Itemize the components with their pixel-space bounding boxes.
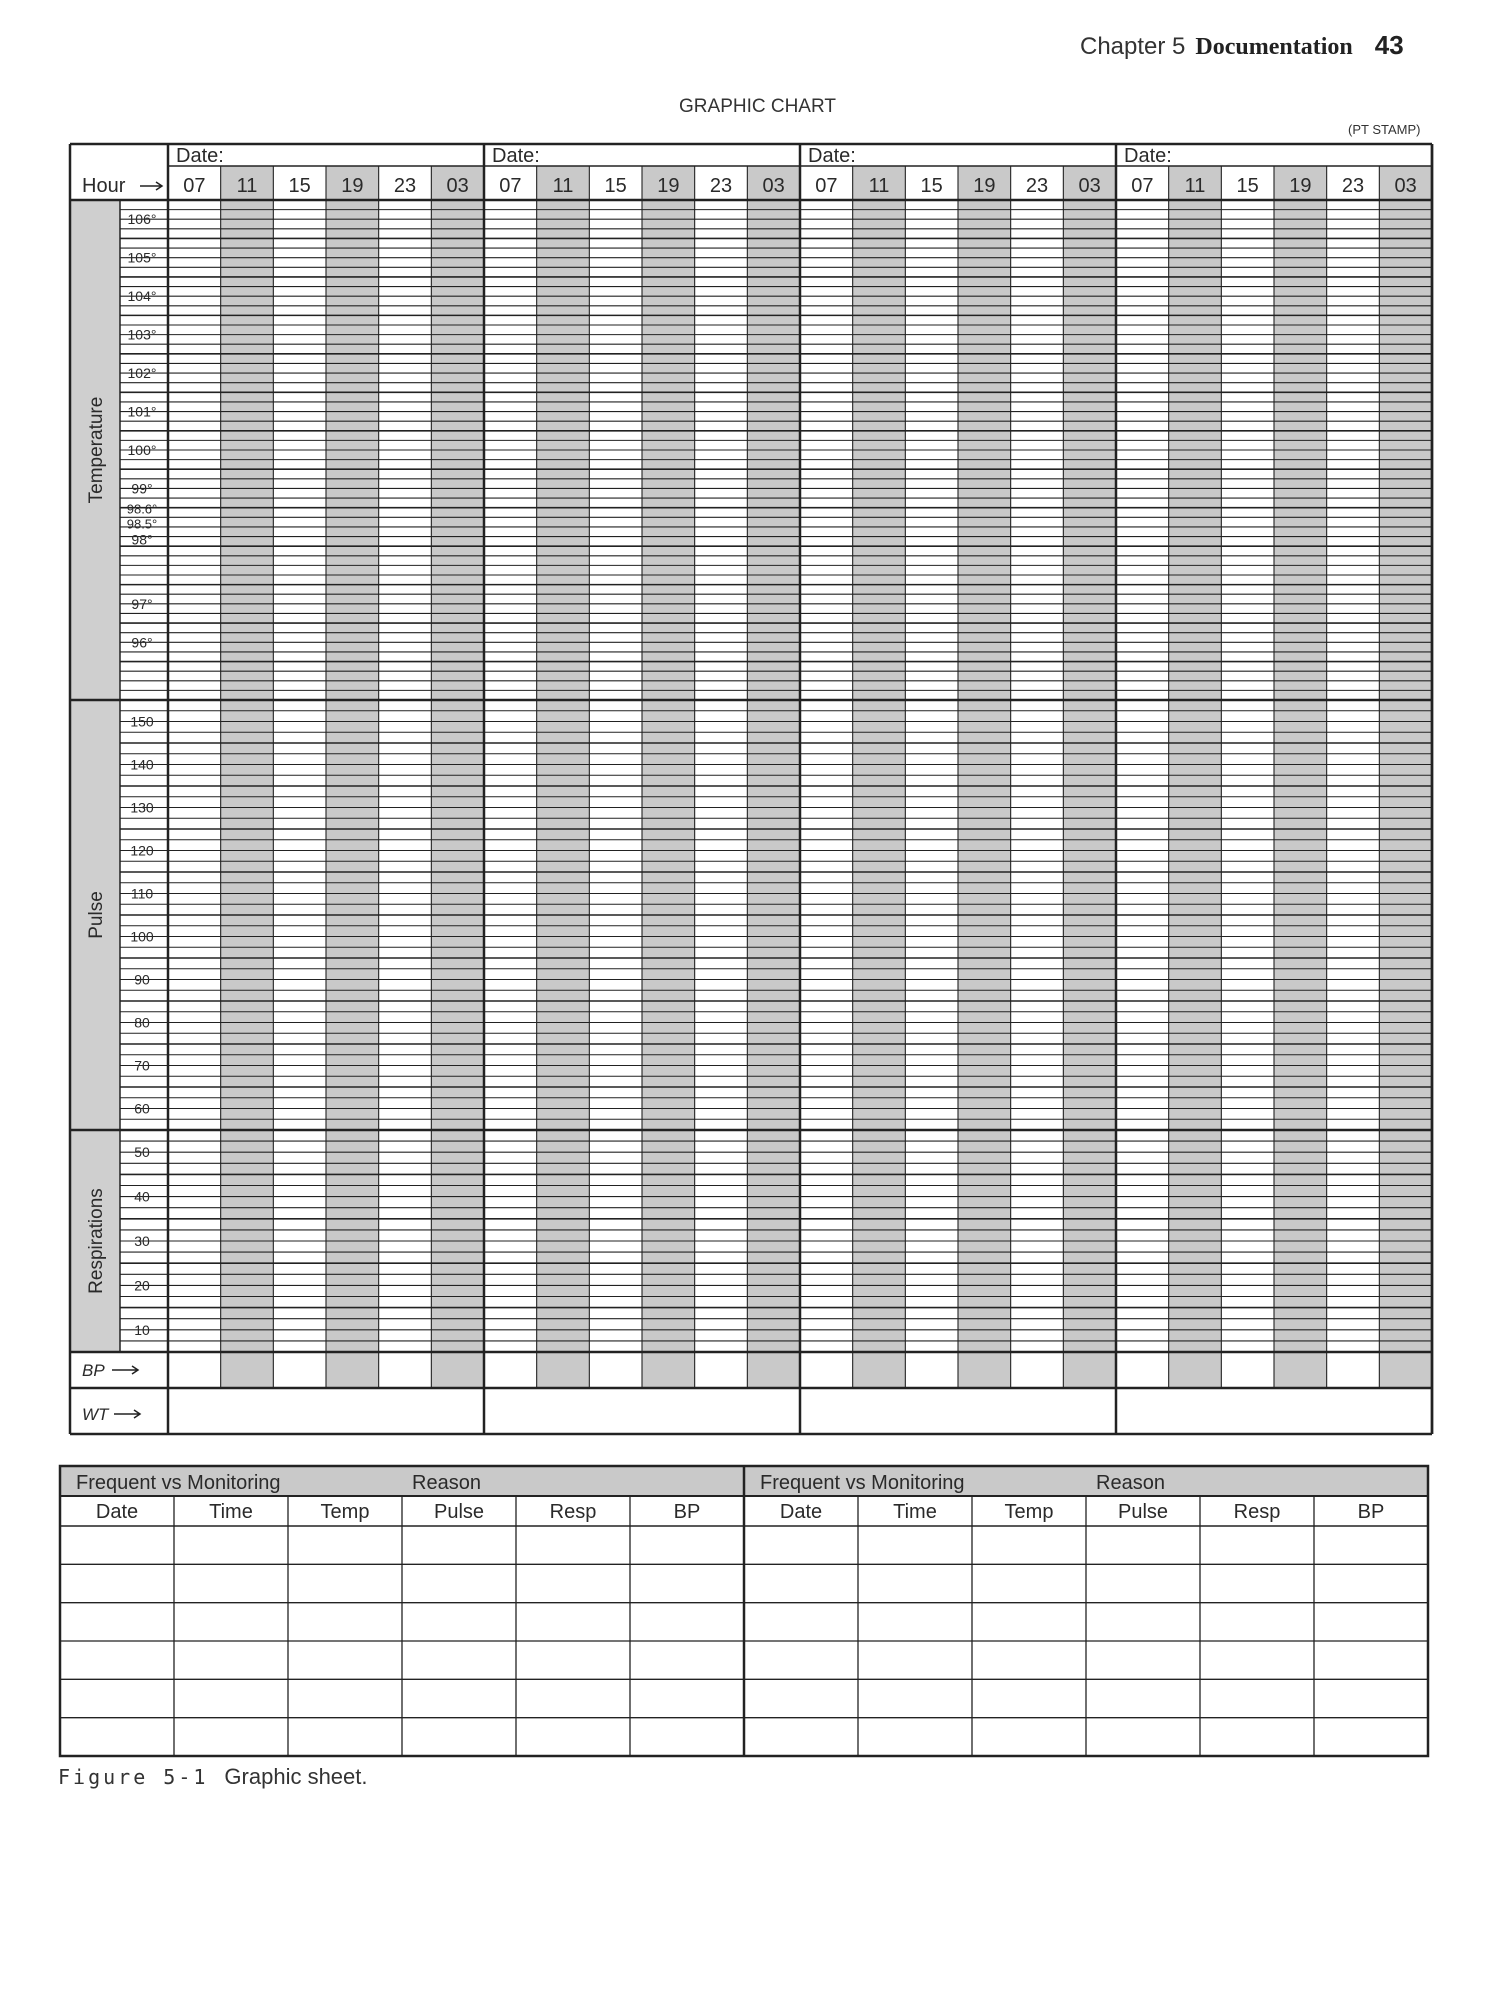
caption-text: Graphic sheet.	[224, 1764, 368, 1789]
page-number: 43	[1374, 30, 1404, 60]
hour-label: 11	[552, 175, 574, 197]
hour-label: 23	[1341, 175, 1365, 197]
monitoring-column-header: Date	[779, 1501, 823, 1523]
date-label: Date:	[1124, 145, 1172, 167]
date-label: Date:	[176, 145, 224, 167]
hour-label: 23	[1025, 175, 1049, 197]
shaded-hour-column	[326, 166, 379, 1388]
temperature-tick-label: 103°	[127, 326, 157, 343]
monitoring-reason-label: Reason	[412, 1472, 481, 1494]
pulse-section-label: Pulse	[86, 891, 107, 939]
hour-label: 15	[1236, 175, 1259, 197]
hour-label: 11	[236, 175, 258, 197]
hour-label: 19	[341, 175, 364, 197]
respirations-section-label: Respirations	[86, 1188, 107, 1294]
temperature-tick-label: 98.5°	[126, 516, 158, 532]
hour-label: 11	[1184, 175, 1206, 197]
monitoring-column-header: BP	[1357, 1501, 1385, 1523]
date-label: Date:	[492, 145, 540, 167]
pulse-tick-label: 150	[130, 713, 154, 730]
arrow-icon	[112, 1366, 138, 1374]
pulse-tick-label: 70	[134, 1057, 150, 1074]
monitoring-column-header: Date	[95, 1501, 139, 1523]
monitoring-section-title: Frequent vs Monitoring	[76, 1472, 281, 1494]
temperature-tick-label: 100°	[127, 442, 157, 458]
hour-label: 03	[1394, 175, 1417, 197]
shaded-hour-column	[1379, 166, 1432, 1388]
respirations-tick-label: 10	[134, 1321, 150, 1338]
pulse-tick-label: 140	[130, 756, 154, 773]
hour-label: 19	[1289, 175, 1312, 197]
wt-row-label: WT	[82, 1405, 109, 1424]
monitoring-column-header: Temp	[1004, 1501, 1054, 1523]
shaded-hour-column	[431, 166, 484, 1388]
shaded-hour-column	[1169, 166, 1222, 1388]
hour-label: 19	[973, 175, 996, 197]
monitoring-column-header: Resp	[549, 1501, 597, 1523]
vital-label-band	[70, 200, 120, 1352]
respirations-tick-label: 20	[134, 1277, 150, 1294]
figure-caption	[58, 1764, 368, 1790]
monitoring-column-header: Pulse	[1117, 1501, 1169, 1523]
hour-label: 23	[393, 175, 417, 197]
temperature-section-label: Temperature	[86, 396, 107, 504]
monitoring-column-header: Resp	[1233, 1501, 1281, 1523]
monitoring-column-header: Temp	[320, 1501, 370, 1523]
pulse-tick-label: 80	[134, 1014, 150, 1031]
hour-label: 03	[1078, 175, 1101, 197]
arrow-icon	[114, 1410, 140, 1418]
hour-label: 07	[183, 175, 206, 197]
temperature-tick-label: 96°	[131, 634, 153, 651]
bp-row-label: BP	[82, 1361, 105, 1380]
temperature-tick-label: 104°	[127, 288, 157, 305]
temperature-tick-label: 98°	[131, 531, 153, 548]
pulse-tick-label: 130	[130, 799, 154, 816]
hour-label: 07	[499, 175, 522, 197]
hour-label: 03	[446, 175, 469, 197]
shaded-hour-column	[221, 166, 274, 1388]
respirations-tick-label: 30	[134, 1233, 150, 1249]
monitoring-column-header: Pulse	[433, 1501, 485, 1523]
monitoring-section-title: Frequent vs Monitoring	[760, 1472, 965, 1494]
hour-label: 23	[709, 175, 733, 197]
hour-row-label: Hour	[82, 175, 126, 197]
pt-stamp-label: (PT STAMP)	[1348, 122, 1421, 137]
pulse-tick-label: 110	[130, 885, 154, 902]
date-label: Date:	[808, 145, 856, 167]
temperature-tick-label: 105°	[127, 249, 157, 266]
temperature-tick-label: 106°	[127, 211, 157, 228]
hour-label: 07	[1131, 175, 1154, 197]
hour-label: 07	[815, 175, 838, 197]
hour-label: 15	[288, 175, 311, 197]
monitoring-column-header: Time	[893, 1501, 937, 1523]
chapter-label: Chapter 5	[1080, 33, 1186, 60]
shaded-hour-column	[958, 166, 1011, 1388]
pulse-tick-label: 90	[134, 971, 150, 988]
monitoring-column-header: BP	[673, 1501, 701, 1523]
shaded-hour-column	[1063, 166, 1116, 1388]
pulse-tick-label: 120	[130, 842, 154, 859]
temperature-tick-label: 99°	[131, 480, 153, 497]
shaded-hour-column	[537, 166, 590, 1388]
respirations-tick-label: 50	[134, 1144, 150, 1161]
monitoring-reason-label: Reason	[1096, 1472, 1165, 1494]
hour-label: 19	[657, 175, 680, 197]
shaded-hour-column	[747, 166, 800, 1388]
shaded-hour-column	[1274, 166, 1327, 1388]
pulse-tick-label: 60	[134, 1100, 150, 1117]
arrow-icon	[140, 182, 162, 190]
temperature-tick-label: 101°	[127, 403, 157, 420]
temperature-tick-label: 97°	[131, 595, 153, 612]
shaded-hour-column	[642, 166, 695, 1388]
monitoring-column-header: Time	[209, 1501, 253, 1523]
chapter-title: Documentation	[1195, 34, 1353, 60]
shaded-hour-column	[853, 166, 906, 1388]
hour-label: 03	[762, 175, 785, 197]
chart-title: GRAPHIC CHART	[679, 96, 836, 117]
respirations-tick-label: 40	[134, 1188, 150, 1205]
caption-label: Figure 5-1	[58, 1765, 209, 1789]
hour-label: 15	[920, 175, 943, 197]
temperature-tick-label: 98.6°	[126, 501, 158, 517]
hour-label: 15	[604, 175, 627, 197]
hour-label: 11	[868, 175, 890, 197]
pulse-tick-label: 100	[130, 928, 154, 945]
temperature-tick-label: 102°	[127, 365, 157, 382]
